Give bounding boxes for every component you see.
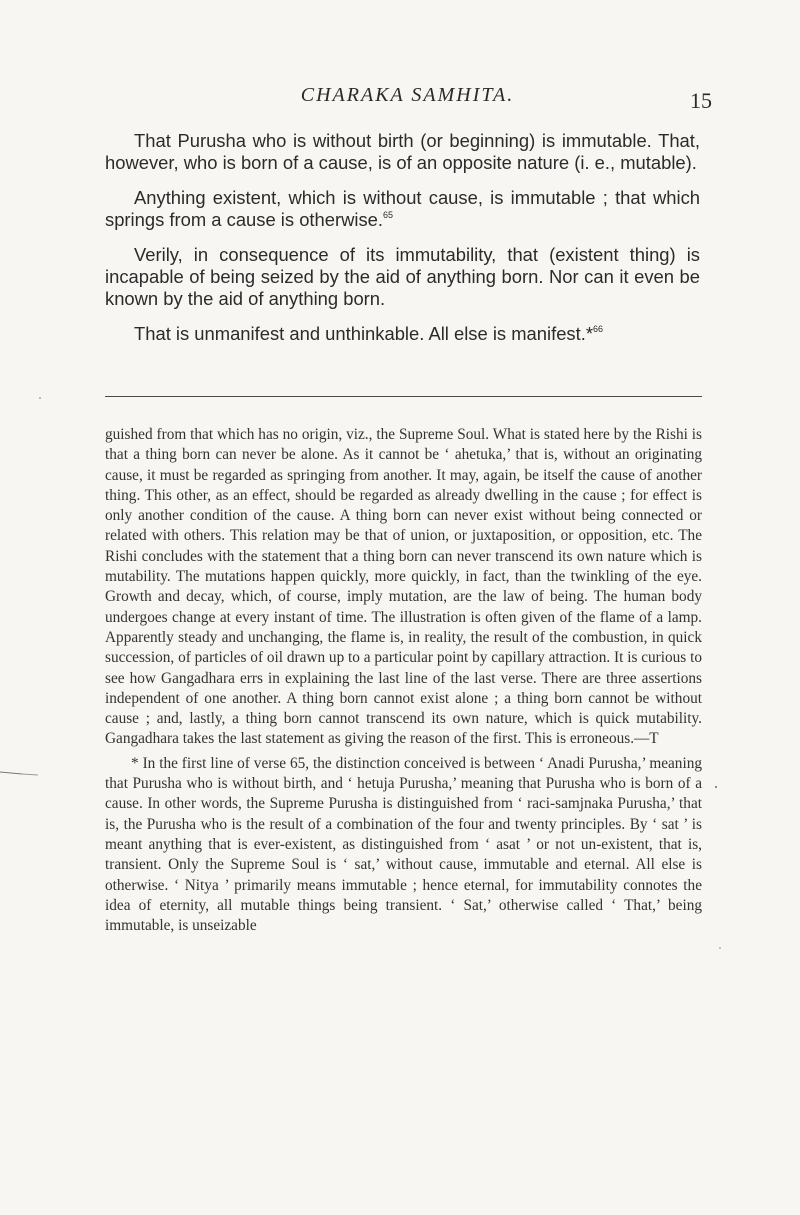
footnote-continuation: guished from that which has no origin, viz., the Supreme Soul. What is stated here by the Rishi is that a thing born can never be alone. As it cannot be ‘ ahetuka,’ that is, without an originating cause, it must be regarded as springing from another. It may, again, be itself the cause of another thing. This other, as an effect, should be regarded as already dwelling in the cause ; for effect is only another condition of the cause. A thing born can never exist without being connected or related with others. This relation may be that of union, or juxtaposition, or opposition, etc. The Rishi concludes with the statement that a thing born can never transcend its own nature which is mutability. The mutations happen quickly, more quickly, in fact, than the twinkling of the eye. Growth and decay, which, of course, imply mutation, are the law of being. The human body undergoes change at every instant of time. The illustration is often given of the flame of a lamp. Apparently steady and unchanging, the flame is, in reality, the result of the combustion, in quick succession, of particles of oil drawn up to a particular point by capillary attraction. It is curious to see how Gangadhara errs in explaining the last line of the last verse. There are three assertions independent of one another. A thing born cannot exist alone ; a thing born cannot be without cause ; and, lastly, a thing born cannot transcend its own nature, which is quick mutability. Gangadhara takes the last statement as giving the reason of the first. This is erroneous.—T <box>105 426 702 748</box>
footnote-asterisk: * <box>585 322 594 344</box>
verse-paragraph-2 <box>105 187 700 232</box>
running-title: CHARAKA SAMHITA. <box>300 84 515 106</box>
footnote-divider <box>105 396 702 397</box>
footnote-ref-66: 66 <box>593 323 604 334</box>
footnote-ref-65: 65 <box>383 210 394 221</box>
verse-paragraph-2-text: Anything existent, which is without cause, is immutable ; that which springs from a cause is otherwise. <box>105 186 700 231</box>
footnotes <box>105 425 702 936</box>
footnote-asterisk-note <box>105 754 702 937</box>
page-number: 15 <box>690 88 712 113</box>
verse-paragraph-3: Verily, in consequence of its immutability, that (existent thing) is incapable of being seized by the aid of anything born. Nor can it even be known by the aid of anything born. <box>105 243 700 310</box>
footnote-asterisk-text: In the first line of verse 65, the distinction conceived is between ‘ Anadi Purusha,’ meaning that Purusha who is without birth, and ‘ hetuja Purusha,’ meaning that Purusha who is born of a cause. In other words, the Supreme Purusha is distinguished from ‘ raci-samjnaka Purusha,’ that is, the Purusha who is the result of a combination of the four and twenty principles. By ‘ sat ’ is meant anything that is ever-existent, as distinguished from ‘ asat ’ or not un-existent, that is, transient. Only the Supreme Soul is ‘ sat,’ without cause, immutable and eternal. All else is otherwise. ‘ Nitya ’ primarily means immutable ; hence eternal, for immutability connotes the idea of eternity, all mutable things being transient. ‘ Sat,’ otherwise called ‘ That,’ being immutable, is unseizable <box>105 754 702 935</box>
verse-paragraph-4 <box>105 323 700 345</box>
verse-paragraph-1: That Purusha who is without birth (or beginning) is immutable. That, however, who is born of a cause, is of an opposite nature (i. e., mutable). <box>105 130 700 174</box>
footnote-asterisk-marker: * <box>131 754 139 772</box>
verse-text <box>105 130 700 357</box>
running-header <box>105 84 710 114</box>
verse-paragraph-4-text: That is unmanifest and unthinkable. All else is manifest. <box>134 322 586 344</box>
